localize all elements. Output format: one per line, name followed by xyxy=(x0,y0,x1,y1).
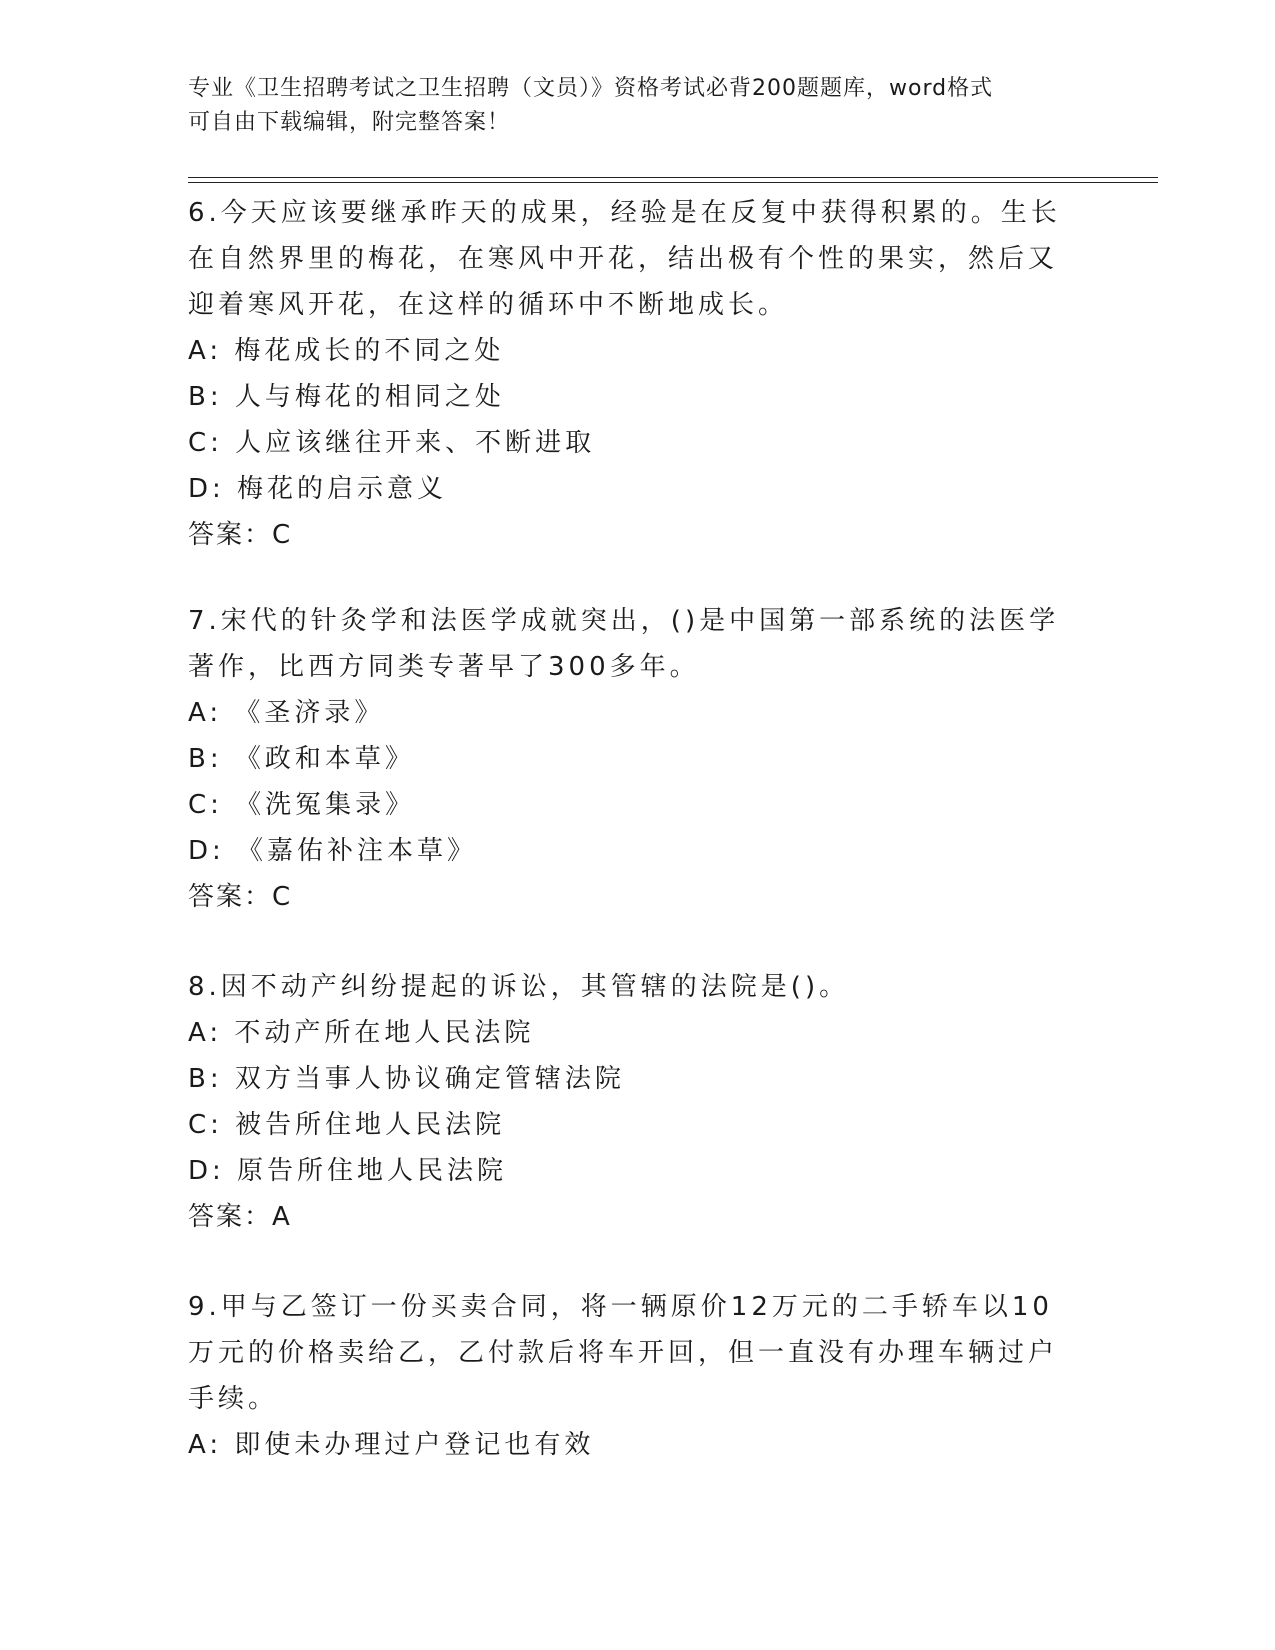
option-a: A: 不动产所在地人民法院 xyxy=(188,1018,535,1048)
option-b: B: 人与梅花的相同之处 xyxy=(188,382,505,412)
option-a: A: 即使未办理过户登记也有效 xyxy=(188,1430,595,1460)
option-d: D: 梅花的启示意义 xyxy=(188,474,448,504)
option-a: A: 《圣济录》 xyxy=(188,698,385,728)
header-divider-bottom xyxy=(188,182,1158,183)
document-header xyxy=(188,72,1088,140)
question-7 xyxy=(188,598,1068,920)
header-line-2: 可自由下载编辑，附完整答案！ xyxy=(188,110,511,135)
question-9 xyxy=(188,1284,1068,1468)
answer-line: 答案：C xyxy=(188,882,293,912)
header-line-1: 专业《卫生招聘考试之卫生招聘（文员）》资格考试必背200题题库，word格式 xyxy=(188,76,994,101)
question-stem: 9.甲与乙签订一份买卖合同，将一辆原价12万元的二手轿车以10万元的价格卖给乙，乙付款后将车开回，但一直没有办理车辆过户手续。 xyxy=(188,1292,1059,1414)
answer-line: 答案：A xyxy=(188,1202,292,1232)
option-c: C: 人应该继往开来、不断进取 xyxy=(188,428,596,458)
option-d: D: 原告所住地人民法院 xyxy=(188,1156,508,1186)
option-a: A: 梅花成长的不同之处 xyxy=(188,336,505,366)
option-c: C: 被告所住地人民法院 xyxy=(188,1110,506,1140)
header-divider-top xyxy=(188,177,1158,178)
option-b: B: 《政和本草》 xyxy=(188,744,415,774)
question-6 xyxy=(188,190,1068,558)
answer-line: 答案：C xyxy=(188,520,293,550)
option-b: B: 双方当事人协议确定管辖法院 xyxy=(188,1064,625,1094)
question-stem: 6.今天应该要继承昨天的成果，经验是在反复中获得积累的。生长在自然界里的梅花，在寒风中开花，结出极有个性的果实，然后又迎着寒风开花，在这样的循环中不断地成长。 xyxy=(188,198,1061,320)
option-d: D: 《嘉佑补注本草》 xyxy=(188,836,478,866)
option-c: C: 《洗冤集录》 xyxy=(188,790,416,820)
question-8 xyxy=(188,964,1068,1240)
question-stem: 8.因不动产纠纷提起的诉讼，其管辖的法院是()。 xyxy=(188,972,850,1002)
question-stem: 7.宋代的针灸学和法医学成就突出，()是中国第一部系统的法医学著作，比西方同类专著早了300多年。 xyxy=(188,606,1060,682)
